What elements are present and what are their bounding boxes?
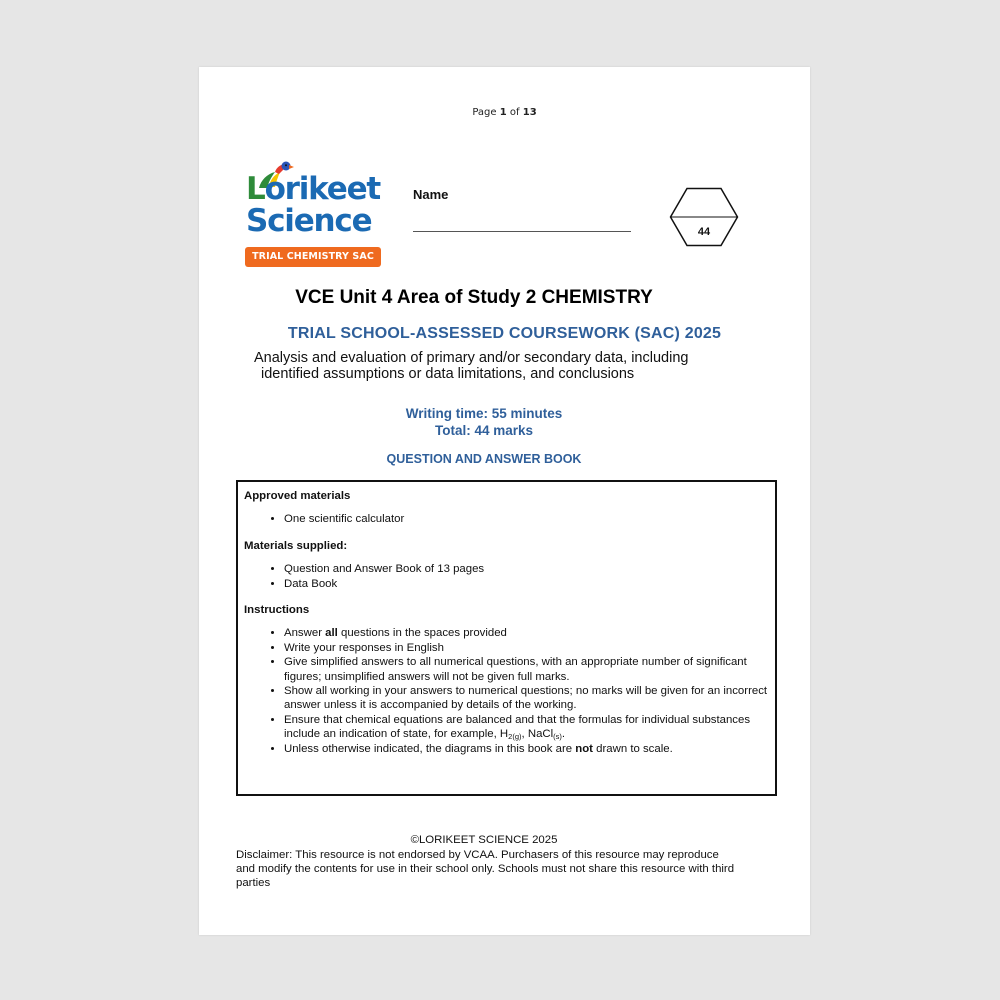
document-subtitle: TRIAL SCHOOL-ASSESSED COURSEWORK (SAC) 2025 — [287, 325, 722, 342]
total-marks: Total: 44 marks — [434, 423, 534, 438]
approved-materials-heading: Approved materials — [244, 490, 351, 502]
materials-supplied-list — [244, 562, 769, 591]
materials-supplied-heading: Materials supplied: — [244, 539, 348, 552]
writing-time: Writing time: 55 minutes — [405, 406, 563, 421]
description-line-2: identified assumptions or data limitations, and conclusions — [261, 366, 635, 382]
list-item: • Data Book — [284, 577, 769, 591]
instructions-list — [244, 626, 769, 756]
page-number: Page 1 of 13 — [472, 107, 537, 118]
score-hexagon — [669, 187, 739, 247]
logo-wordmark-line2: Science — [246, 203, 372, 239]
lorikeet-science-logo — [245, 160, 383, 268]
document-title: VCE Unit 4 Area of Study 2 CHEMISTRY — [295, 287, 653, 308]
copyright-notice: ©LORIKEET SCIENCE 2025 — [410, 834, 558, 846]
list-item: • Answer all questions in the spaces provided — [284, 626, 769, 640]
description-line-1: Analysis and evaluation of primary and/or secondary data, including — [254, 350, 689, 366]
list-item: • Question and Answer Book of 13 pages — [284, 562, 769, 576]
name-label: Name — [413, 187, 449, 202]
instructions-box — [236, 480, 777, 796]
approved-materials-list — [244, 512, 769, 526]
book-title: QUESTION AND ANSWER BOOK — [386, 452, 582, 466]
list-item: • Show all working in your answers to numerical questions; no marks will be given for an incorrect answer unless it is accompanied by details of the working. — [284, 684, 769, 713]
list-item: • Give simplified answers to all numerical questions, with an appropriate number of significant figures; unsimplified answers will not be given full marks. — [284, 655, 769, 684]
logo-badge: TRIAL CHEMISTRY SAC — [245, 247, 381, 267]
list-item: • Write your responses in English — [284, 641, 769, 655]
instructions-heading: Instructions — [244, 604, 310, 617]
total-marks-value: 44 — [697, 226, 711, 238]
list-item: • One scientific calculator — [284, 512, 769, 526]
list-item: • Ensure that chemical equations are balanced and that the formulas for individual substances include an indication of state, for example, $H_{2(g)}$, NaCl$_{(s)}$. — [284, 713, 769, 742]
logo-wordmark-line1: Lorikeet — [246, 171, 381, 207]
list-item: • Unless otherwise indicated, the diagrams in this book are not drawn to scale. — [284, 742, 769, 756]
name-field-line — [413, 231, 631, 232]
disclaimer-text: Disclaimer: This resource is not endorsed by VCAA. Purchasers of this resource may reproduce and modify the contents for use in their school only. Schools must not share this resource with third parties — [236, 849, 735, 889]
document-page — [199, 67, 810, 935]
